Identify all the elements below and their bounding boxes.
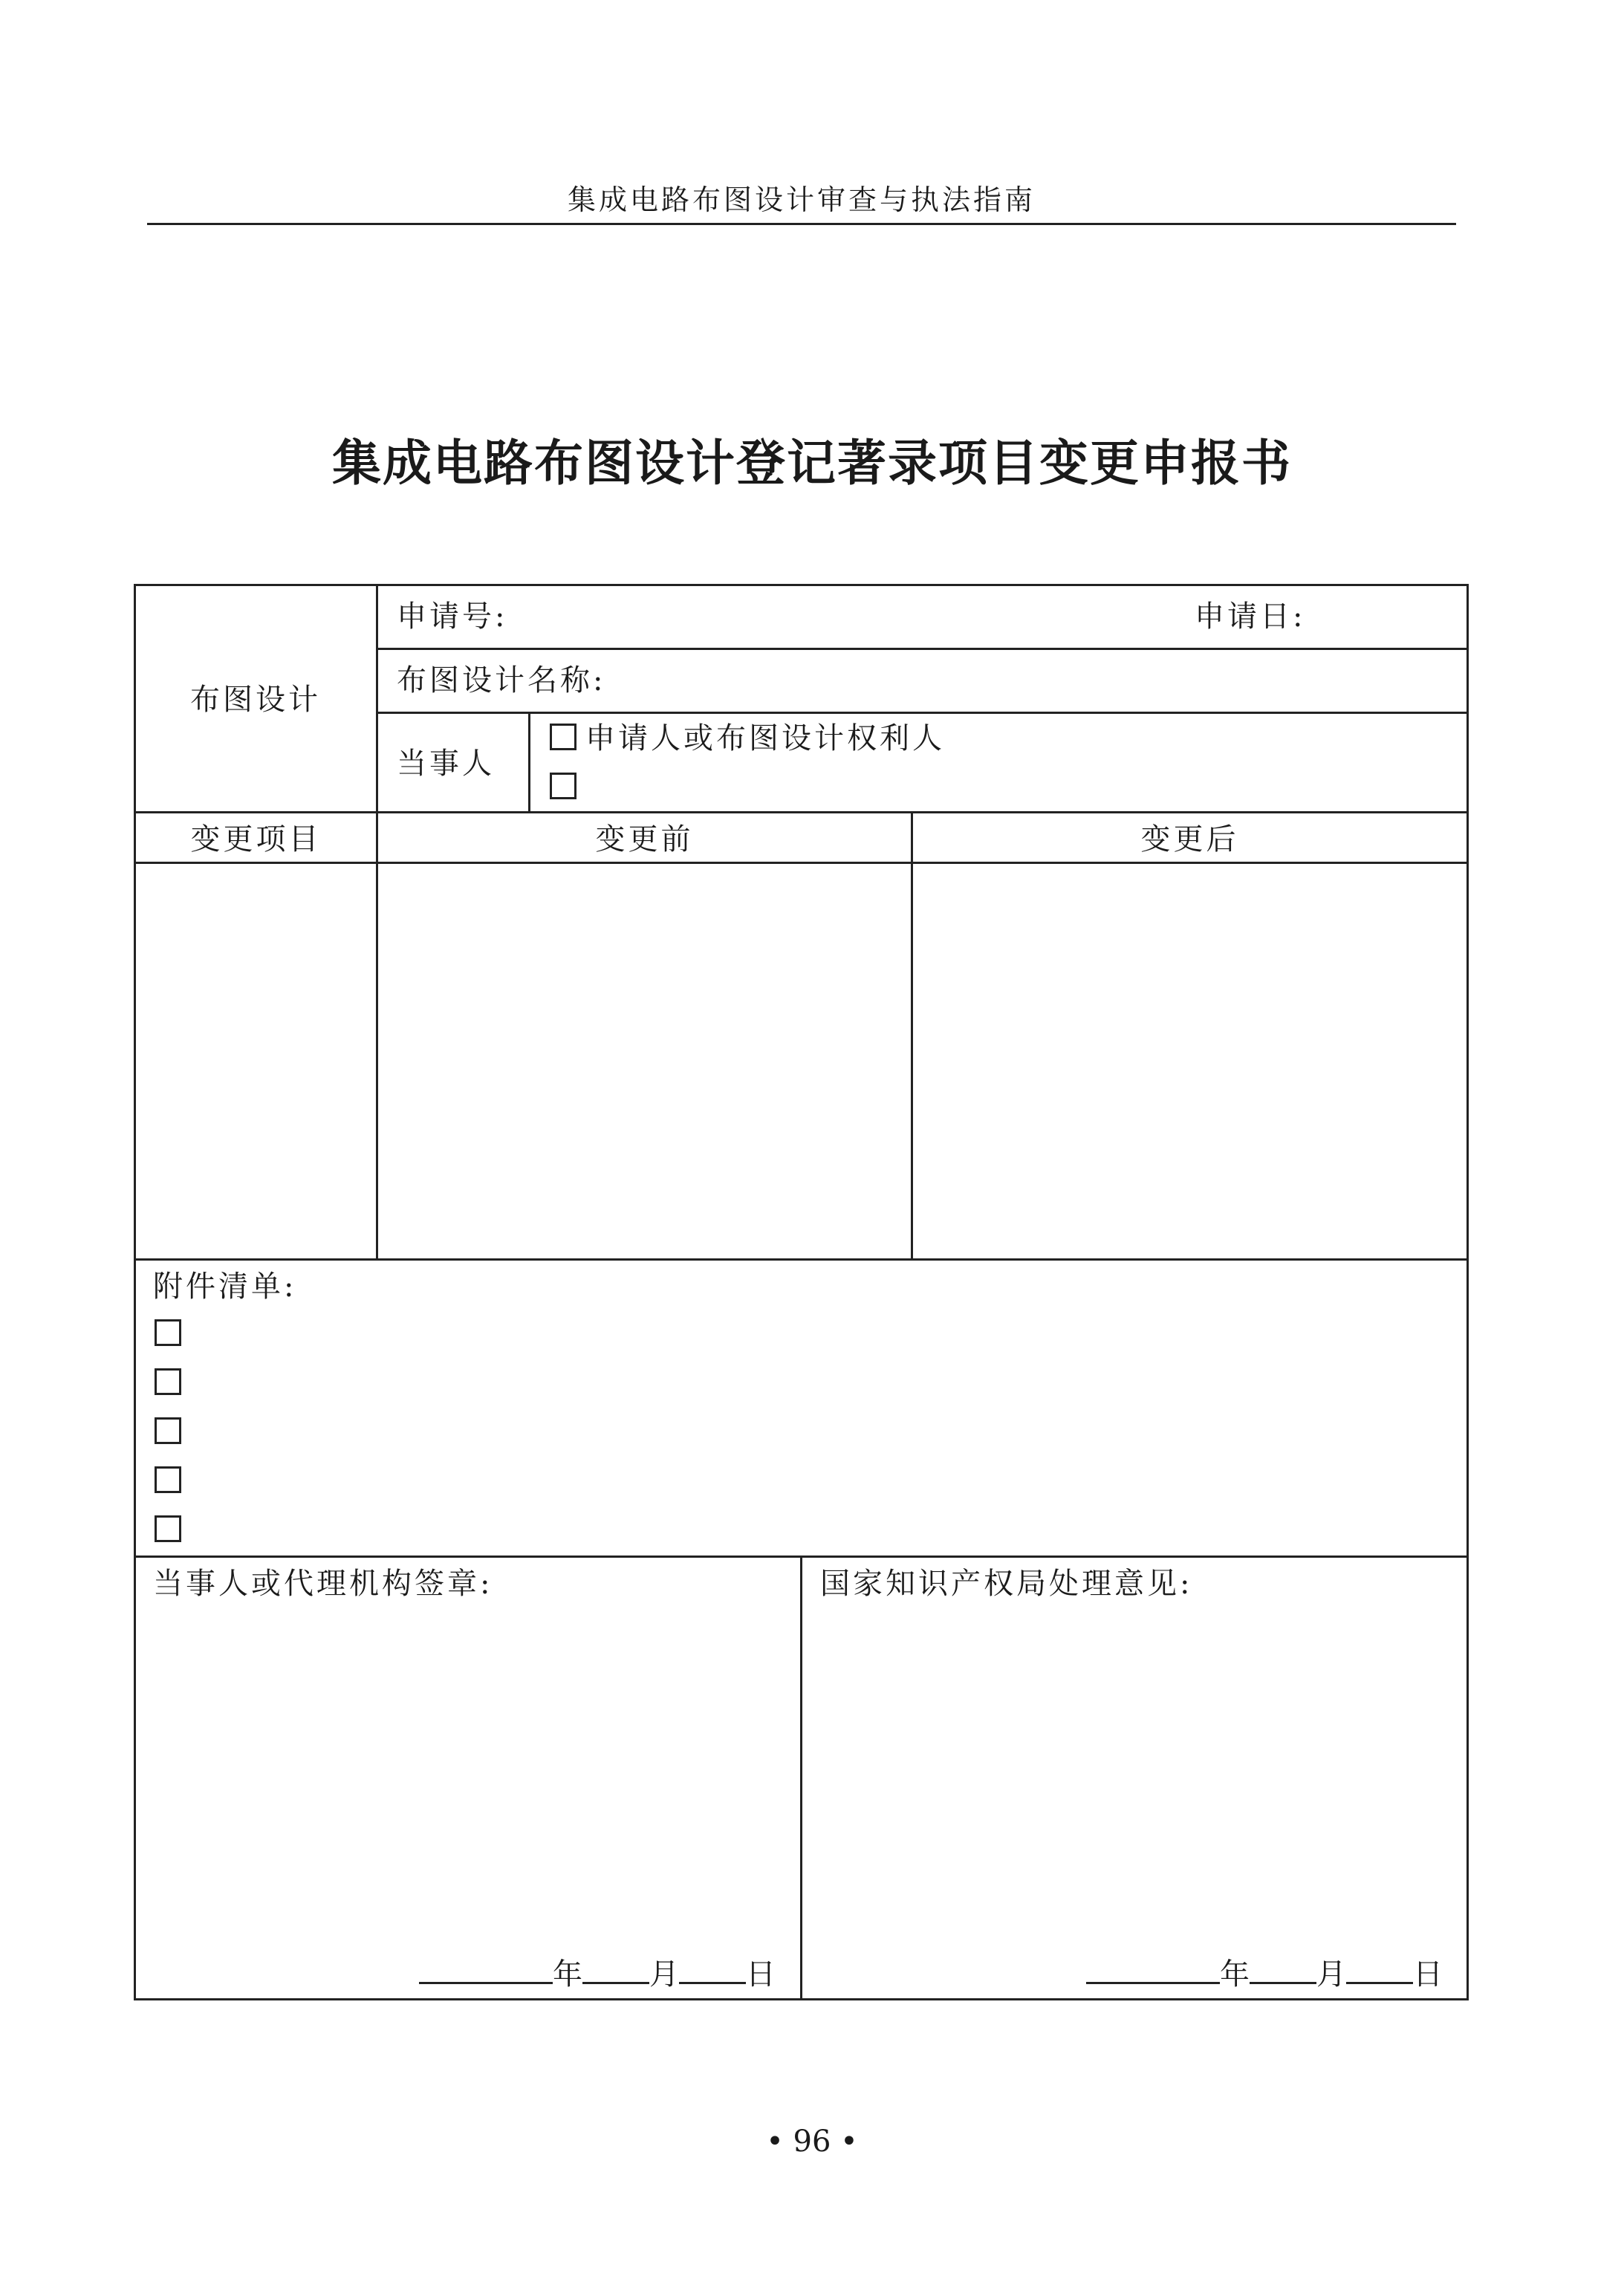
opinion-date[interactable]: [1086, 1957, 1443, 1992]
after-value-cell[interactable]: [913, 864, 1467, 1258]
year-label: 年: [1220, 1957, 1250, 1992]
change-item-cell[interactable]: [136, 864, 376, 1258]
divider: [376, 648, 1468, 650]
form-border-right: [1467, 584, 1469, 2000]
page-title: 集成电路布图设计登记著录项目变更申报书: [332, 434, 1292, 492]
form-border-left: [134, 584, 136, 2000]
signature-label: 当事人或代理机构签章:: [153, 1567, 493, 1601]
party-label: 当事人: [397, 747, 495, 781]
month-blank[interactable]: [1250, 1980, 1316, 1984]
design-name-label: 布图设计名称:: [397, 663, 606, 698]
application-date-label: 申请日:: [1195, 599, 1306, 634]
attachment-checkbox-1[interactable]: [155, 1319, 181, 1346]
section-label-layout-design: 布图设计: [190, 683, 321, 717]
page-number: • 96 •: [766, 2125, 858, 2159]
divider: [134, 811, 1469, 813]
party-option-1-checkbox[interactable]: [550, 724, 576, 750]
year-label: 年: [553, 1957, 582, 1992]
party-option-2-checkbox[interactable]: [550, 773, 576, 799]
attachments-label: 附件清单:: [153, 1270, 297, 1304]
day-blank[interactable]: [1346, 1980, 1413, 1984]
divider: [800, 1556, 802, 2000]
divider: [134, 1258, 1469, 1261]
attachment-checkbox-4[interactable]: [155, 1466, 181, 1493]
divider: [376, 712, 1468, 714]
month-label: 月: [1316, 1957, 1346, 1992]
attachment-checkbox-3[interactable]: [155, 1417, 181, 1444]
month-label: 月: [649, 1957, 679, 1992]
attachment-checkbox-2[interactable]: [155, 1368, 181, 1395]
running-header: 集成电路布图设计审查与执法指南: [567, 183, 1036, 216]
attachment-checkbox-5[interactable]: [155, 1515, 181, 1542]
before-value-cell[interactable]: [378, 864, 911, 1258]
year-blank[interactable]: [419, 1980, 553, 1984]
application-number-label: 申请号:: [397, 599, 508, 634]
month-blank[interactable]: [582, 1980, 649, 1984]
office-opinion-label: 国家知识产权局处理意见:: [820, 1567, 1193, 1601]
column-header-change-item: 变更项目: [190, 822, 322, 856]
day-label: 日: [1413, 1957, 1443, 1992]
column-header-after: 变更后: [1140, 822, 1239, 856]
form-border-top: [134, 584, 1469, 586]
signature-date[interactable]: [419, 1957, 776, 1992]
day-label: 日: [746, 1957, 776, 1992]
divider: [528, 712, 530, 811]
day-blank[interactable]: [679, 1980, 746, 1984]
year-blank[interactable]: [1086, 1980, 1220, 1984]
party-option-1-label: 申请人或布图设计权利人: [585, 721, 945, 755]
column-header-before: 变更前: [595, 822, 694, 856]
